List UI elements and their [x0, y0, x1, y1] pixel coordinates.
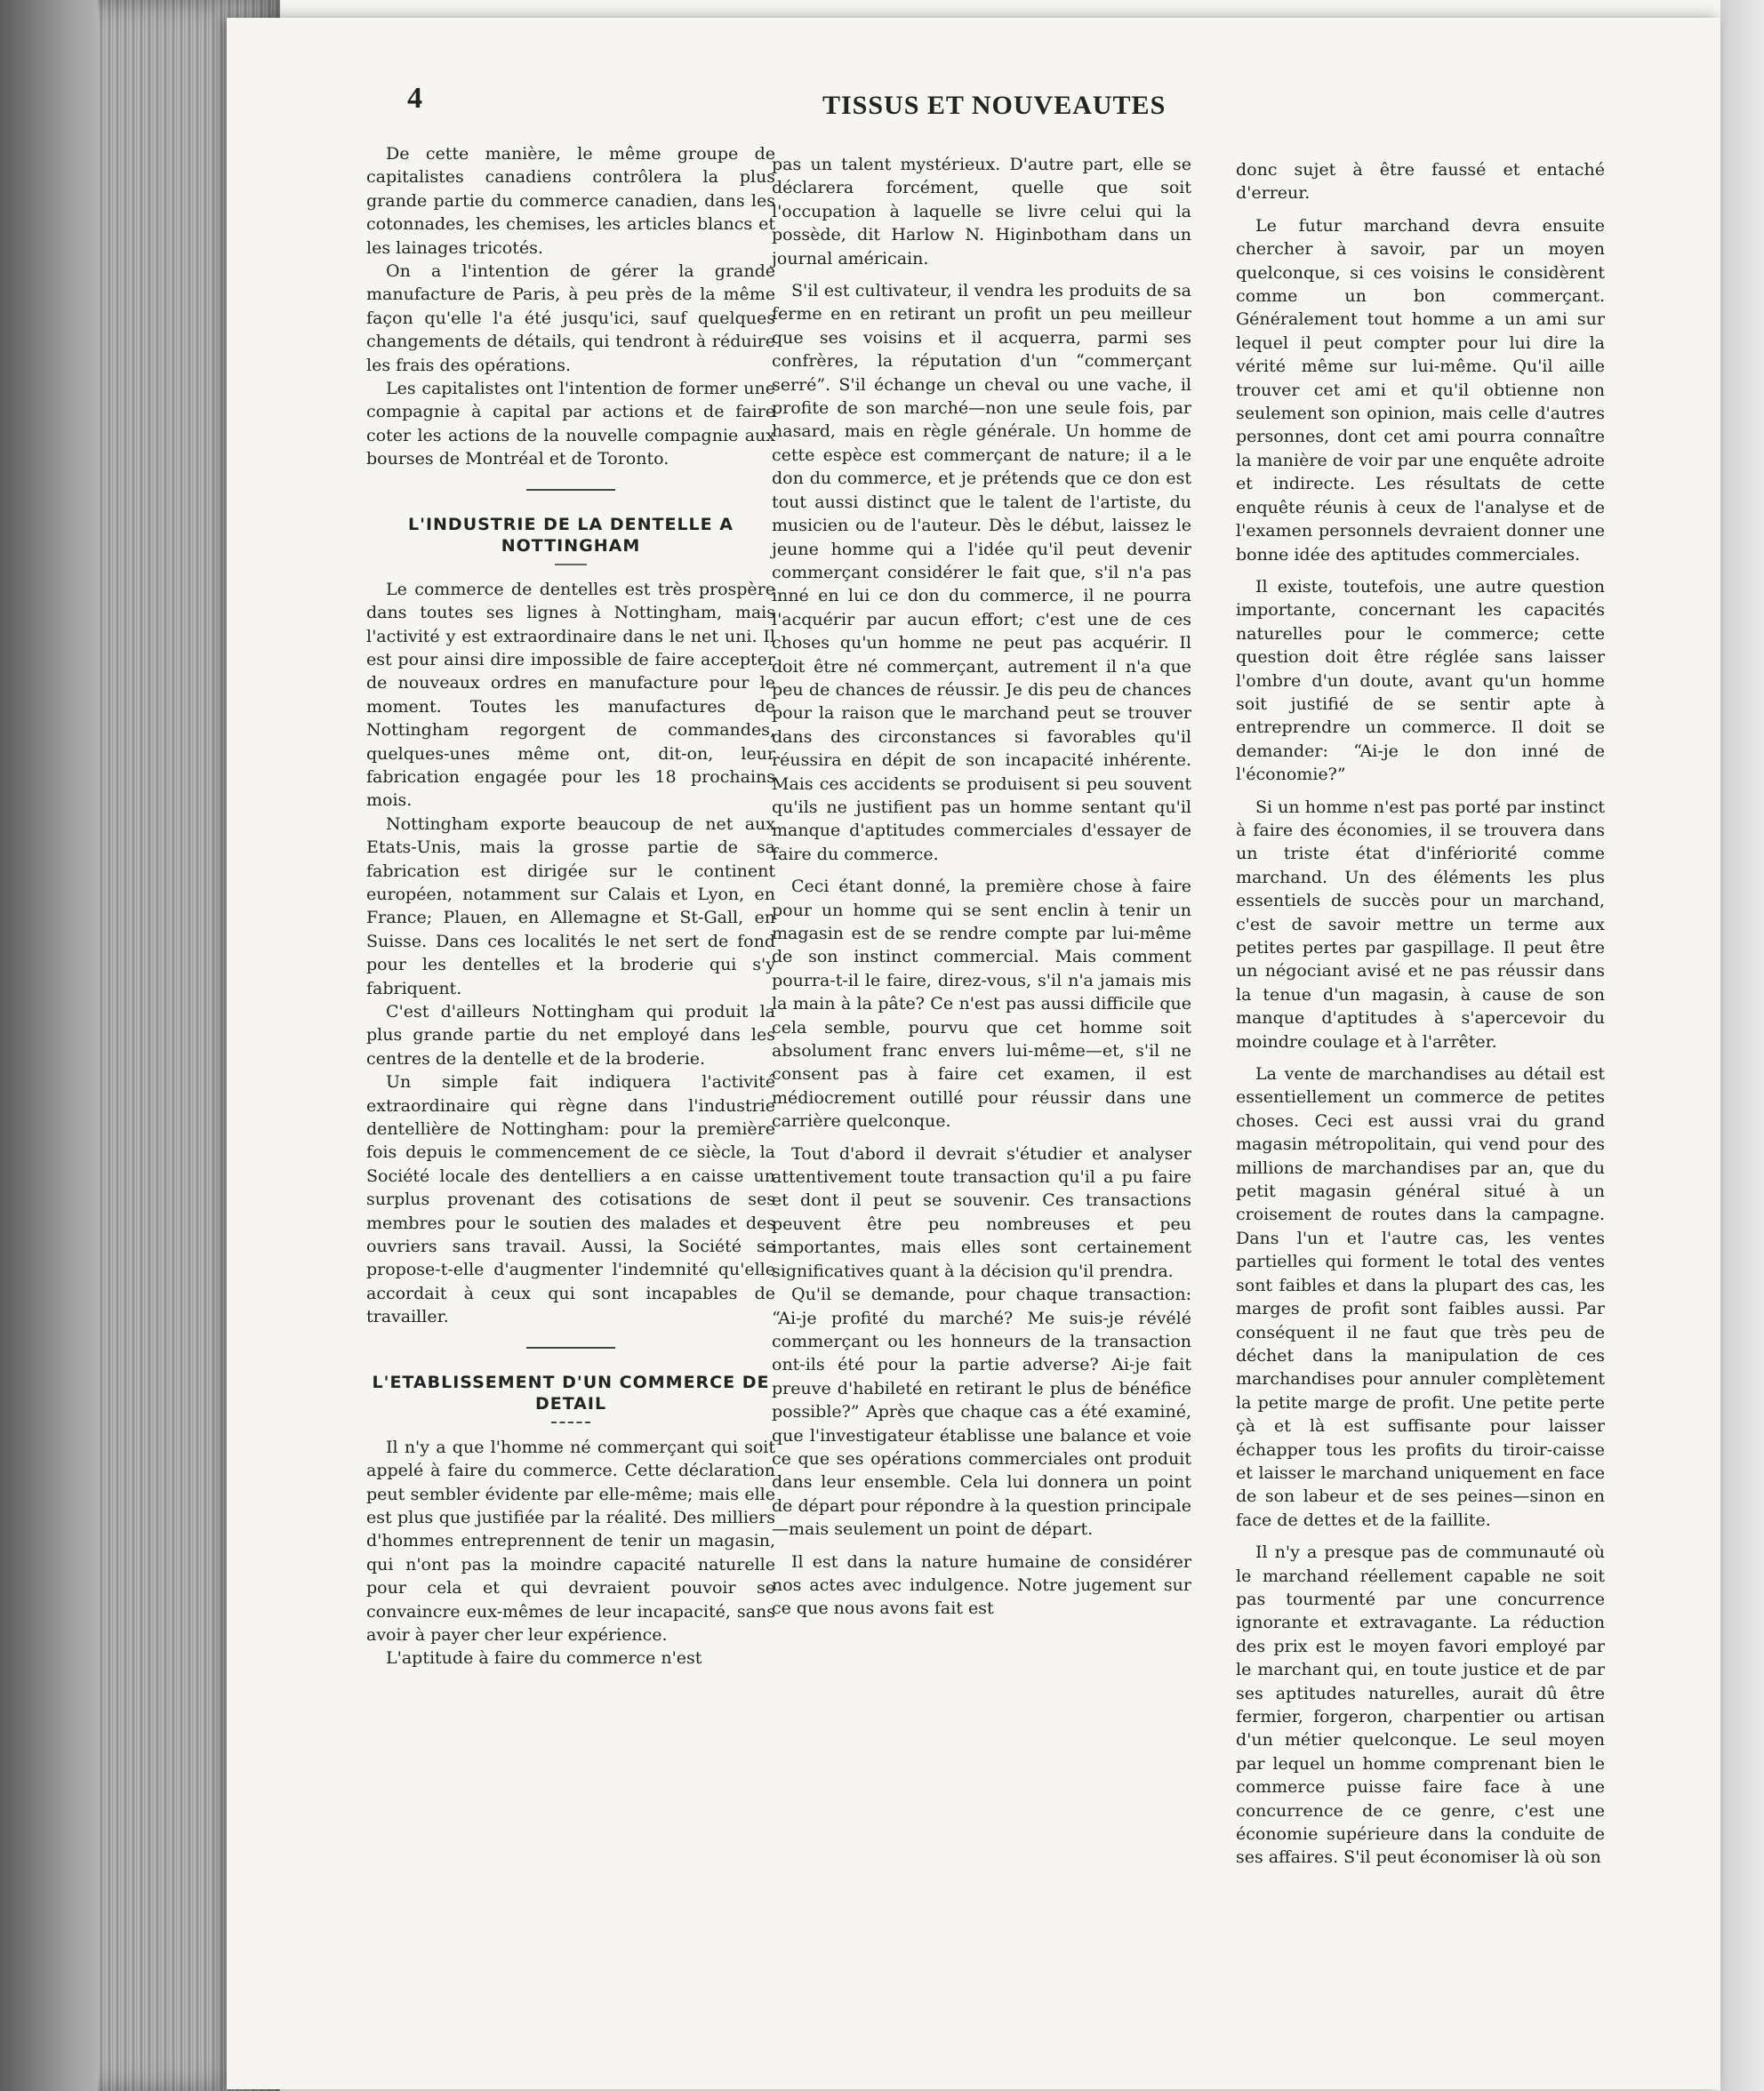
column-3	[1236, 158, 1605, 1870]
article-heading: L'ETABLISSEMENT D'UN COMMERCE DE DETAIL	[372, 1372, 770, 1414]
paragraph: Il n'y a que l'homme né commerçant qui soit appelé à faire du commerce. Cette déclaration peut sembler évidente par elle-même; mais elle est plus que justifiée par la réalité. Des milliers d'hommes entreprennent de tenir un magasin, qui n'ont pas la moindre capacité naturelle pour cela et qui devraient pouvoir se convaincre eux-mêmes de leur incapacité, sans avoir à payer cher leur expérience.	[366, 1437, 775, 1645]
article-heading: L'INDUSTRIE DE LA DENTELLE A NOTTINGHAM	[408, 514, 734, 556]
page-number: 4	[407, 82, 422, 115]
paragraph: La vente de marchandises au détail est essentiellement un commerce de petites choses. Ceci est aussi vrai du grand magasin métropolitain, qui vend pour des millions de marchandises par an, que du petit magasin général situé à un croisement de routes dans la campagne. Dans l'un et l'autre cas, les ventes partielles qui forment le total des ventes sont faibles et dans la plupart des cas, les marges de profit sont faibles aussi. Par conséquent il ne faut que très peu de déchet dans la manipulation de ces marchandises pour annuler complètement la petite marge de profit. Une petite perte çà et là est suffisante pour laisser échapper tous les profits du tiroir-caisse et laisser le marchand uniquement en face de son labeur et de ses peines—sinon en face de dettes et de la faillite.	[1236, 1064, 1605, 1530]
paragraph: C'est d'ailleurs Nottingham qui produit la plus grande partie du net employé dans les centres de la dentelle et de la broderie.	[366, 1002, 775, 1069]
paragraph: Un simple fait indiquera l'activité extraordinaire qui règne dans l'industrie dentellière de Nottingham: pour la première fois depuis le commencement de ce siècle, la Société locale des dentelliers a en caisse un surplus provenant des cotisations de ses membres pour le soutien des malades et des ouvriers sans travail. Aussi, la Société se propose-t-elle d'augmenter l'indemnité qu'elle accordait à ceux qui sont incapables de travailler.	[366, 1072, 775, 1327]
paragraph: Ceci étant donné, la première chose à faire pour un homme qui se sent enclin à tenir un magasin est de se rendre compte par lui-même de son instinct commercial. Mais comment pourra-t-il le faire, direz-vous, s'il n'a jamais mis la main à la pâte? Ce n'est pas aussi difficile que cela semble, pourvu que cet homme soit absolument franc envers lui-même—et, s'il ne consent pas à faire cet examen, il est médiocrement outillé pour réussir dans une carrière quelconque.	[772, 877, 1191, 1132]
paragraph: Il existe, toutefois, une autre question importante, concernant les capacités naturelles pour le commerce; cette question doit être réglée sans laisser l'ombre d'un doute, avant qu'un homme soit justifié de se sentir apte à entreprendre un commerce. Il doit se demander: “Ai-je le don inné de l'économie?”	[1236, 576, 1605, 785]
paragraph: S'il est cultivateur, il vendra les produits de sa ferme en en retirant un profit un peu meilleur que ses voisins et il acquerra, parmi ses confrères, la réputation d'un “commerçant serré”. S'il échange un cheval ou une vache, il profite de son marché—non une seule fois, par hasard, mais en règle générale. Un homme de cette espèce est commerçant de nature; il a le don du commerce, et je prétends que ce don est tout aussi distinct que le talent de l'artiste, du musicien ou de l'auteur. Dès le début, laissez le jeune homme qui a l'idée qu'il peut devenir commerçant considérer le fait que, s'il n'a pas inné en lui ce don du commerce, il ne pourra l'acquérir par aucun effort; c'est une de ces choses qu'un homme ne peut pas acquérir. Il doit être né commerçant, autrement il n'a que peu de chances de réussir. Je dis peu de chances pour la raison que le marchand peut se trouver dans des circonstances si favorables qu'il réussira en dépit de son incapacité inhérente. Mais ces accidents se produisent si peu souvent qu'ils ne justifient pas un homme sentant qu'il manque d'aptitudes commerciales d'essayer de faire du commerce.	[772, 281, 1191, 864]
section-divider	[526, 489, 615, 491]
paragraph: Qu'il se demande, pour chaque transaction: “Ai-je profité du marché? Me suis-je révélé commerçant ou les honneurs de la transaction ont-ils été pour la partie adverse? Ai-je fait preuve d'habileté en retirant le plus de bénéfice possible?” Après que chaque cas a été examiné, que l'investigateur établisse une balance et voie ce que ses opérations commerciales ont produit dans leur ensemble. Cela lui donnera un point de départ pour répondre à la question principale—mais seulement un point de départ.	[772, 1285, 1191, 1540]
paragraph: Il n'y a presque pas de communauté où le marchand réellement capable ne soit pas tourmenté par une concurrence ignorante et extravagante. La réduction des prix est le moyen favori employé par le marchant qui, en toute justice et de par ses aptitudes naturelles, aurait dû être fermier, forgeron, charpentier ou artisan d'un métier quelconque. Le seul moyen par lequel un homme comprenant bien le commerce puisse faire face à une concurrence de ce genre, c'est une économie supérieure dans la conduite de ses affaires. S'il peut économiser là où son	[1236, 1542, 1605, 1868]
column-1	[366, 142, 775, 1670]
heading-rule	[555, 564, 587, 565]
paragraph: Si un homme n'est pas porté par instinct à faire des économies, il se trouvera dans un triste état d'infériorité comme marchand. Un des éléments les plus essentiels de succès pour un marchand, c'est de savoir mettre un terme aux petites pertes par gaspillage. Il peut être un négociant avisé et ne pas réussir dans la tenue d'un magasin, à cause de son manque d'aptitudes à s'apercevoir du moindre coulage et à l'arrêter.	[1236, 797, 1605, 1052]
paragraph: Nottingham exporte beaucoup de net aux Etats-Unis, mais la grosse partie de sa fabrication est dirigée sur le continent européen, notamment sur Calais et Lyon, en France; Plauen, en Allemagne et St-Gall, en Suisse. Dans ces localités le net sert de fond pour les dentelles et la broderie qui s'y fabriquent.	[366, 813, 775, 998]
paragraph: Il est dans la nature humaine de considérer nos actes avec indulgence. Notre jugement sur ce que nous avons fait est	[772, 1551, 1191, 1619]
scan-right-margin	[1720, 0, 1764, 2091]
paragraph: donc sujet à être faussé et entaché d'erreur.	[1236, 160, 1605, 204]
paragraph: pas un talent mystérieux. D'autre part, elle se déclarera forcément, quelle que soit l'occupation à laquelle se livre celui qui la possède, dit Harlow N. Higinbotham dans un journal américain.	[772, 155, 1191, 268]
heading-rule	[551, 1422, 590, 1423]
section-divider	[526, 1347, 615, 1349]
paragraph: Le futur marchand devra ensuite chercher à savoir, par un moyen quelconque, si ces voisins le considèrent comme un bon commerçant. Généralement tout homme a un ami sur lequel il peut compter pour lui dire la vérité même sur lui-même. Qu'il aille trouver cet ami et qu'il obtienne non seulement son opinion, mais celle d'autres personnes, dont cet ami pourra connaître la manière de voir par une enquête adroite et indirecte. Les résultats de cette enquête réunis à ceux de l'analyse et de l'examen personnels devraient donner une bonne idée des aptitudes commerciales.	[1236, 215, 1605, 565]
paragraph: De cette manière, le même groupe de capitalistes canadiens contrôlera la plus grande partie du commerce canadien, dans les cotonnades, les chemises, les articles blancs et les lainages tricotés.	[366, 144, 775, 258]
paragraph: On a l'intention de gérer la grande manufacture de Paris, à peu près de la même façon qu'elle l'a été jusqu'ici, sauf quelques changements de détails, qui tendront à réduire les frais des opérations.	[366, 261, 775, 375]
running-head: TISSUS ET NOUVEAUTES	[822, 91, 1167, 120]
paragraph: L'aptitude à faire du commerce n'est	[386, 1648, 702, 1669]
book-binding-shadow	[0, 0, 98, 2091]
column-2	[772, 153, 1191, 1621]
paragraph: Les capitalistes ont l'intention de former une compagnie à capital par actions et de faire coter les actions de la nouvelle compagnie aux bourses de Montréal et de Toronto.	[366, 379, 775, 469]
paragraph: Tout d'abord il devrait s'étudier et analyser attentivement toute transaction qu'il a pu faire et dont il peut se souvenir. Ces transactions peuvent être peu nombreuses et peu importantes, mais elles sont certainement significatives quant à la décision qu'il prendra.	[772, 1143, 1191, 1281]
paragraph: Le commerce de dentelles est très prospère dans toutes ses lignes à Nottingham, mais l'activité y est extraordinaire dans le net uni. Il est pour ainsi dire impossible de faire accepter de nouveaux ordres en manufacture pour le moment. Toutes les manufactures de Nottingham regorgent de commandes, quelques-unes même ont, dit-on, leur fabrication engagée pour les 18 prochains mois.	[366, 579, 775, 811]
